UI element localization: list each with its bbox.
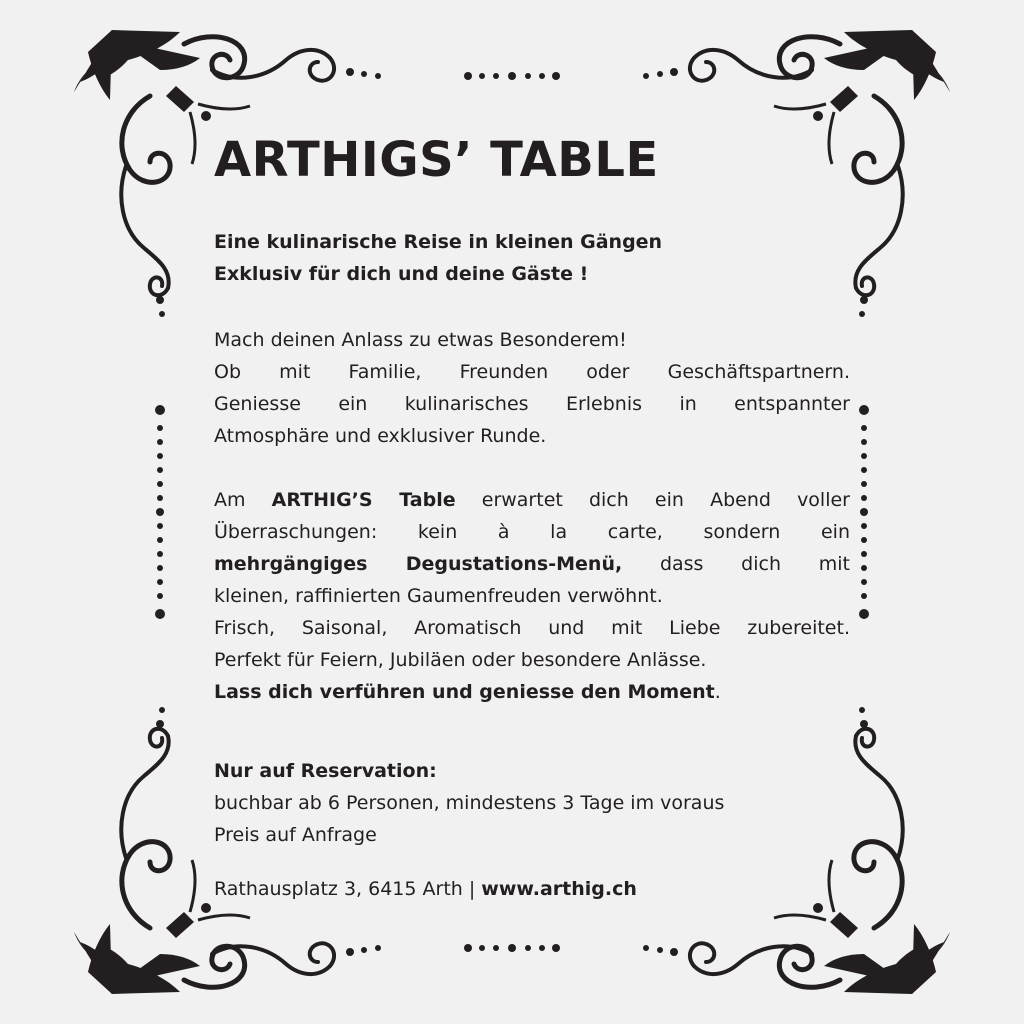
intro-paragraph	[214, 324, 850, 452]
address	[214, 873, 850, 905]
brand-name: ARTHIG’S Table	[271, 489, 456, 511]
reservation-line: buchbar ab 6 Personen, mindestens 3 Tage im voraus	[214, 792, 725, 814]
intro-line: Ob mit Familie, Freunden oder Geschäftspartnern.	[214, 361, 850, 383]
reservation-info	[214, 755, 850, 851]
description-line	[214, 548, 850, 580]
website-link[interactable]: www.arthig.ch	[481, 878, 637, 900]
closing-line: Lass dich verführen und geniesse den Moment	[214, 681, 715, 703]
subtitle-line: Eine kulinarische Reise in kleinen Gängen	[214, 231, 663, 253]
menu-highlight: mehrgängiges Degustations-Menü,	[214, 553, 623, 575]
description-line	[214, 676, 850, 708]
description-line: kleinen, raffinierten Gaumenfreuden verwöhnt.	[214, 585, 663, 607]
intro-line: Mach deinen Anlass zu etwas Besonderem!	[214, 329, 627, 351]
description-line: Frisch, Saisonal, Aromatisch und mit Liebe zubereitet.	[214, 617, 850, 639]
closing-period: .	[714, 681, 721, 703]
intro-line: Geniesse ein kulinarisches Erlebnis in entspannter	[214, 393, 850, 415]
page-title: ARTHIGS’ TABLE	[214, 132, 659, 188]
am-word: Am	[214, 489, 246, 511]
reservation-line: Preis auf Anfrage	[214, 824, 377, 846]
description-line	[214, 484, 850, 516]
subtitle	[214, 226, 850, 290]
description-paragraph	[214, 484, 850, 708]
reservation-heading: Nur auf Reservation:	[214, 760, 437, 782]
subtitle-line: Exklusiv für dich und deine Gäste !	[214, 263, 589, 285]
line-rest: dass dich mit	[659, 553, 850, 575]
description-line: Überraschungen: kein à la carte, sondern ein	[214, 521, 850, 543]
address-line	[214, 873, 850, 905]
address-text: Rathausplatz 3, 6415 Arth |	[214, 878, 482, 900]
line-rest: erwartet dich ein Abend voller	[481, 489, 850, 511]
intro-line: Atmosphäre und exklusiver Runde.	[214, 425, 547, 447]
description-line: Perfekt für Feiern, Jubiläen oder besondere Anlässe.	[214, 649, 707, 671]
